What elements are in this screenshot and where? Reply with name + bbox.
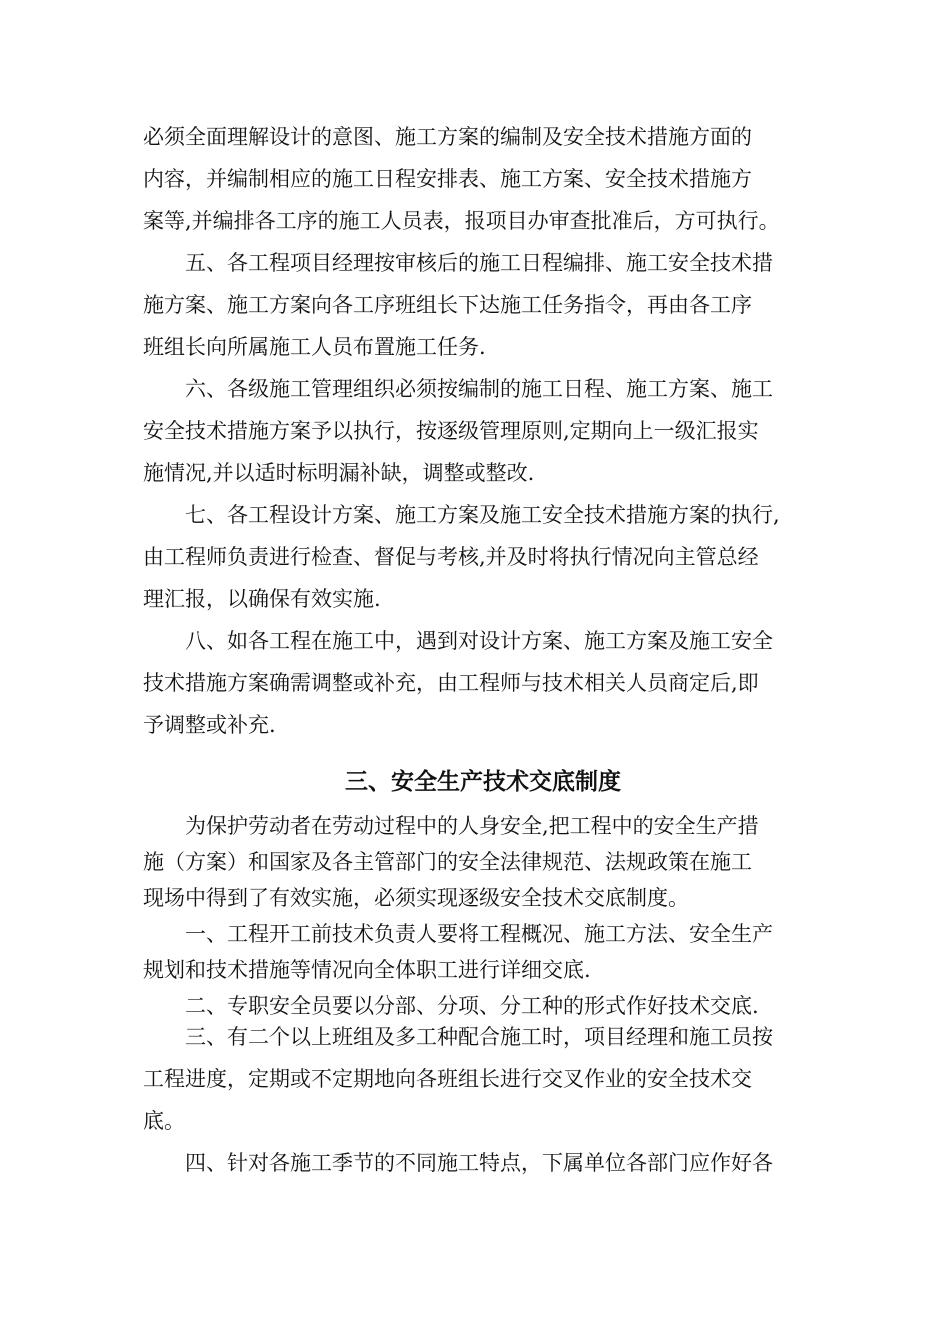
- text-line: 一、工程开工前技术负责人要将工程概况、施工方法、安全生产: [185, 922, 773, 946]
- paragraph-intro: [143, 808, 823, 916]
- text-line: 施情况,并以适时标明漏补缺，调整或整改.: [143, 461, 535, 485]
- text-line: 工程进度，定期或不定期地向各班组长进行交叉作业的安全技术交: [143, 1067, 752, 1091]
- paragraph-item-6: [143, 368, 823, 494]
- text-line: 由工程师负责进行检查、督促与考核,并及时将执行情况向主管总经: [143, 545, 759, 569]
- paragraph-item-1: [143, 916, 823, 988]
- text-line: 三、有二个以上班组及多工种配合施工时，项目经理和施工员按: [185, 1025, 773, 1049]
- text-line: 六、各级施工管理组织必须按编制的施工日程、施工方案、施工: [185, 377, 773, 401]
- text-line: 技术措施方案确需调整或补充，由工程师与技术相关人员商定后,即: [143, 671, 759, 695]
- text-line: 八、如各工程在施工中，遇到对设计方案、施工方案及施工安全: [185, 629, 773, 653]
- text-line: 五、各工程项目经理按审核后的施工日程编排、施工安全技术措: [185, 251, 773, 275]
- text-line: 内容，并编制相应的施工日程安排表、施工方案、安全技术措施方: [143, 167, 752, 191]
- text-line: 现场中得到了有效实施，必须实现逐级安全技术交底制度。: [143, 886, 689, 910]
- text-line: 规划和技术措施等情况向全体职工进行详细交底.: [143, 958, 591, 982]
- text-line: 施方案、施工方案向各工序班组长下达施工任务指令，再由各工序: [143, 293, 752, 317]
- paragraph-item-4: [143, 1142, 823, 1184]
- section2-text: [143, 116, 823, 746]
- section-heading: 三、安全生产技术交底制度: [345, 769, 621, 795]
- text-line: 必须全面理解设计的意图、施工方案的编制及安全技术措施方面的: [143, 125, 752, 149]
- paragraph-item-7: [143, 494, 823, 620]
- paragraph-item-3: [143, 1016, 823, 1142]
- text-line: 底。: [143, 1109, 185, 1133]
- text-line: 七、各工程设计方案、施工方案及施工安全技术措施方案的执行,: [185, 503, 780, 527]
- section3-text-continued: [143, 1016, 823, 1184]
- paragraph-item-5: [143, 242, 823, 368]
- text-line: 四、针对各施工季节的不同施工特点，下属单位各部门应作好各: [185, 1151, 773, 1175]
- text-line: 案等,并编排各工序的施工人员表，报项目办审查批准后，方可执行。: [143, 209, 780, 233]
- text-line: 班组长向所属施工人员布置施工任务.: [143, 335, 486, 359]
- text-line: 予调整或补充.: [143, 713, 276, 737]
- text-line: 安全技术措施方案予以执行，按逐级管理原则,定期向上一级汇报实: [143, 419, 759, 443]
- text-line: 施（方案）和国家及各主管部门的安全法律规范、法规政策在施工: [143, 850, 752, 874]
- text-line: 理汇报，以确保有效实施.: [143, 587, 381, 611]
- text-line: 为保护劳动者在劳动过程中的人身安全,把工程中的安全生产措: [185, 814, 759, 838]
- paragraph-continuation: [143, 116, 823, 242]
- section3-text: [143, 808, 823, 1024]
- text-line: 二、专职安全员要以分部、分项、分工种的形式作好技术交底.: [185, 994, 759, 1018]
- paragraph-item-8: [143, 620, 823, 746]
